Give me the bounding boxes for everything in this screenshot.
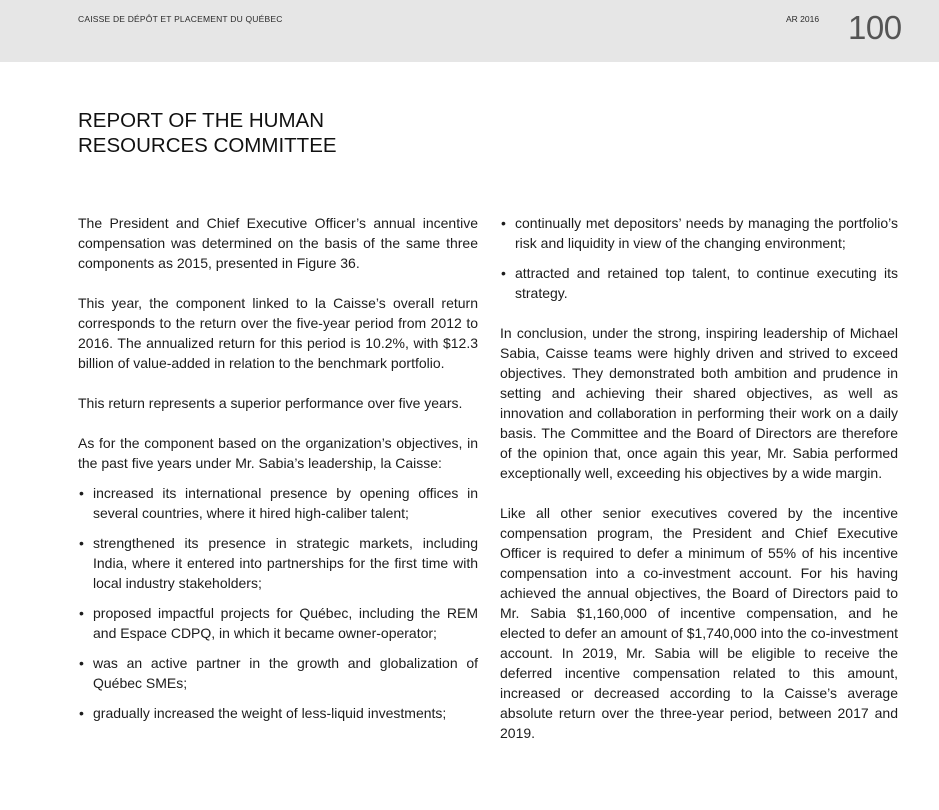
list-item (78, 483, 478, 523)
bullet-icon: • (79, 705, 84, 721)
list-item (78, 703, 478, 723)
page-number: 100 (848, 9, 902, 46)
list-item (78, 603, 478, 643)
page-header (0, 0, 939, 62)
bullet-icon: • (79, 655, 84, 671)
list-item-text: proposed impactful projects for Québec, including the REM and Espace CDPQ, in which it became owner-operator; (93, 605, 478, 641)
list-item-text: increased its international presence by opening offices in several countries, where it hired high-caliber talent; (93, 485, 478, 521)
bullet-icon: • (79, 485, 84, 501)
paragraph: This return represents a superior performance over five years. (78, 395, 463, 411)
list-item (500, 213, 898, 253)
paragraph: Like all other senior executives covered by the incentive compensation program, the President and Chief Executive Officer is required to defer a minimum of 55% of his incentive compensation into a co-investment account. For his having achieved the annual objectives, the Board of Directors paid to Mr. Sabia $1,160,000 of incentive compensation, and he elected to defer an amount of $1,740,000 into the co-investment account. In 2019, Mr. Sabia will be eligible to receive the deferred incentive compensation related to this amount, increased or decreased according to la Caisse’s average absolute return over the three-year period, between 2017 and 2019. (500, 505, 898, 741)
list-item (500, 263, 898, 303)
list-item-text: gradually increased the weight of less-liquid investments; (93, 705, 447, 721)
list-item-text: was an active partner in the growth and globalization of Québec SMEs; (93, 655, 478, 691)
page-title-line-2: RESOURCES COMMITTEE (78, 134, 337, 157)
report-tag: AR 2016 (786, 14, 820, 24)
list-item-text: attracted and retained top talent, to continue executing its strategy. (515, 265, 898, 301)
left-column (78, 213, 478, 733)
list-item-text: continually met depositors’ needs by managing the portfolio’s risk and liquidity in view of the changing environment; (515, 215, 898, 251)
list-item (78, 533, 478, 593)
list-item-text: strengthened its presence in strategic markets, including India, where it entered into partnerships for the first time with local industry stakeholders; (93, 535, 478, 591)
paragraph: This year, the component linked to la Caisse’s overall return corresponds to the return over the five-year period from 2012 to 2016. The annualized return for this period is 10.2%, with $12.3 billion of value-added in relation to the benchmark portfolio. (78, 295, 478, 371)
bullet-icon: • (79, 535, 84, 551)
paragraph: The President and Chief Executive Officer’s annual incentive compensation was determined on the basis of the same three components as 2015, presented in Figure 36. (78, 215, 478, 271)
bullet-icon: • (501, 265, 506, 281)
bullet-icon: • (501, 215, 506, 231)
objectives-list (78, 483, 478, 723)
bullet-icon: • (79, 605, 84, 621)
paragraph: As for the component based on the organization’s objectives, in the past five years under Mr. Sabia’s leadership, la Caisse: (78, 435, 478, 471)
page-title (78, 108, 478, 158)
right-column (500, 213, 898, 763)
list-item (78, 653, 478, 693)
organization-name: CAISSE DE DÉPÔT ET PLACEMENT DU QUÉBEC (78, 14, 283, 24)
objectives-list-continued (500, 213, 898, 303)
paragraph: In conclusion, under the strong, inspiring leadership of Michael Sabia, Caisse teams were highly driven and strived to exceed objectives. They demonstrated both ambition and prudence in setting and achieving their shared objectives, as well as innovation and collaboration in performing their work on a daily basis. The Committee and the Board of Directors are therefore of the opinion that, once again this year, Mr. Sabia performed exceptionally well, exceeding his objectives by a wide margin. (500, 325, 898, 481)
page-title-line-1: REPORT OF THE HUMAN (78, 109, 325, 132)
